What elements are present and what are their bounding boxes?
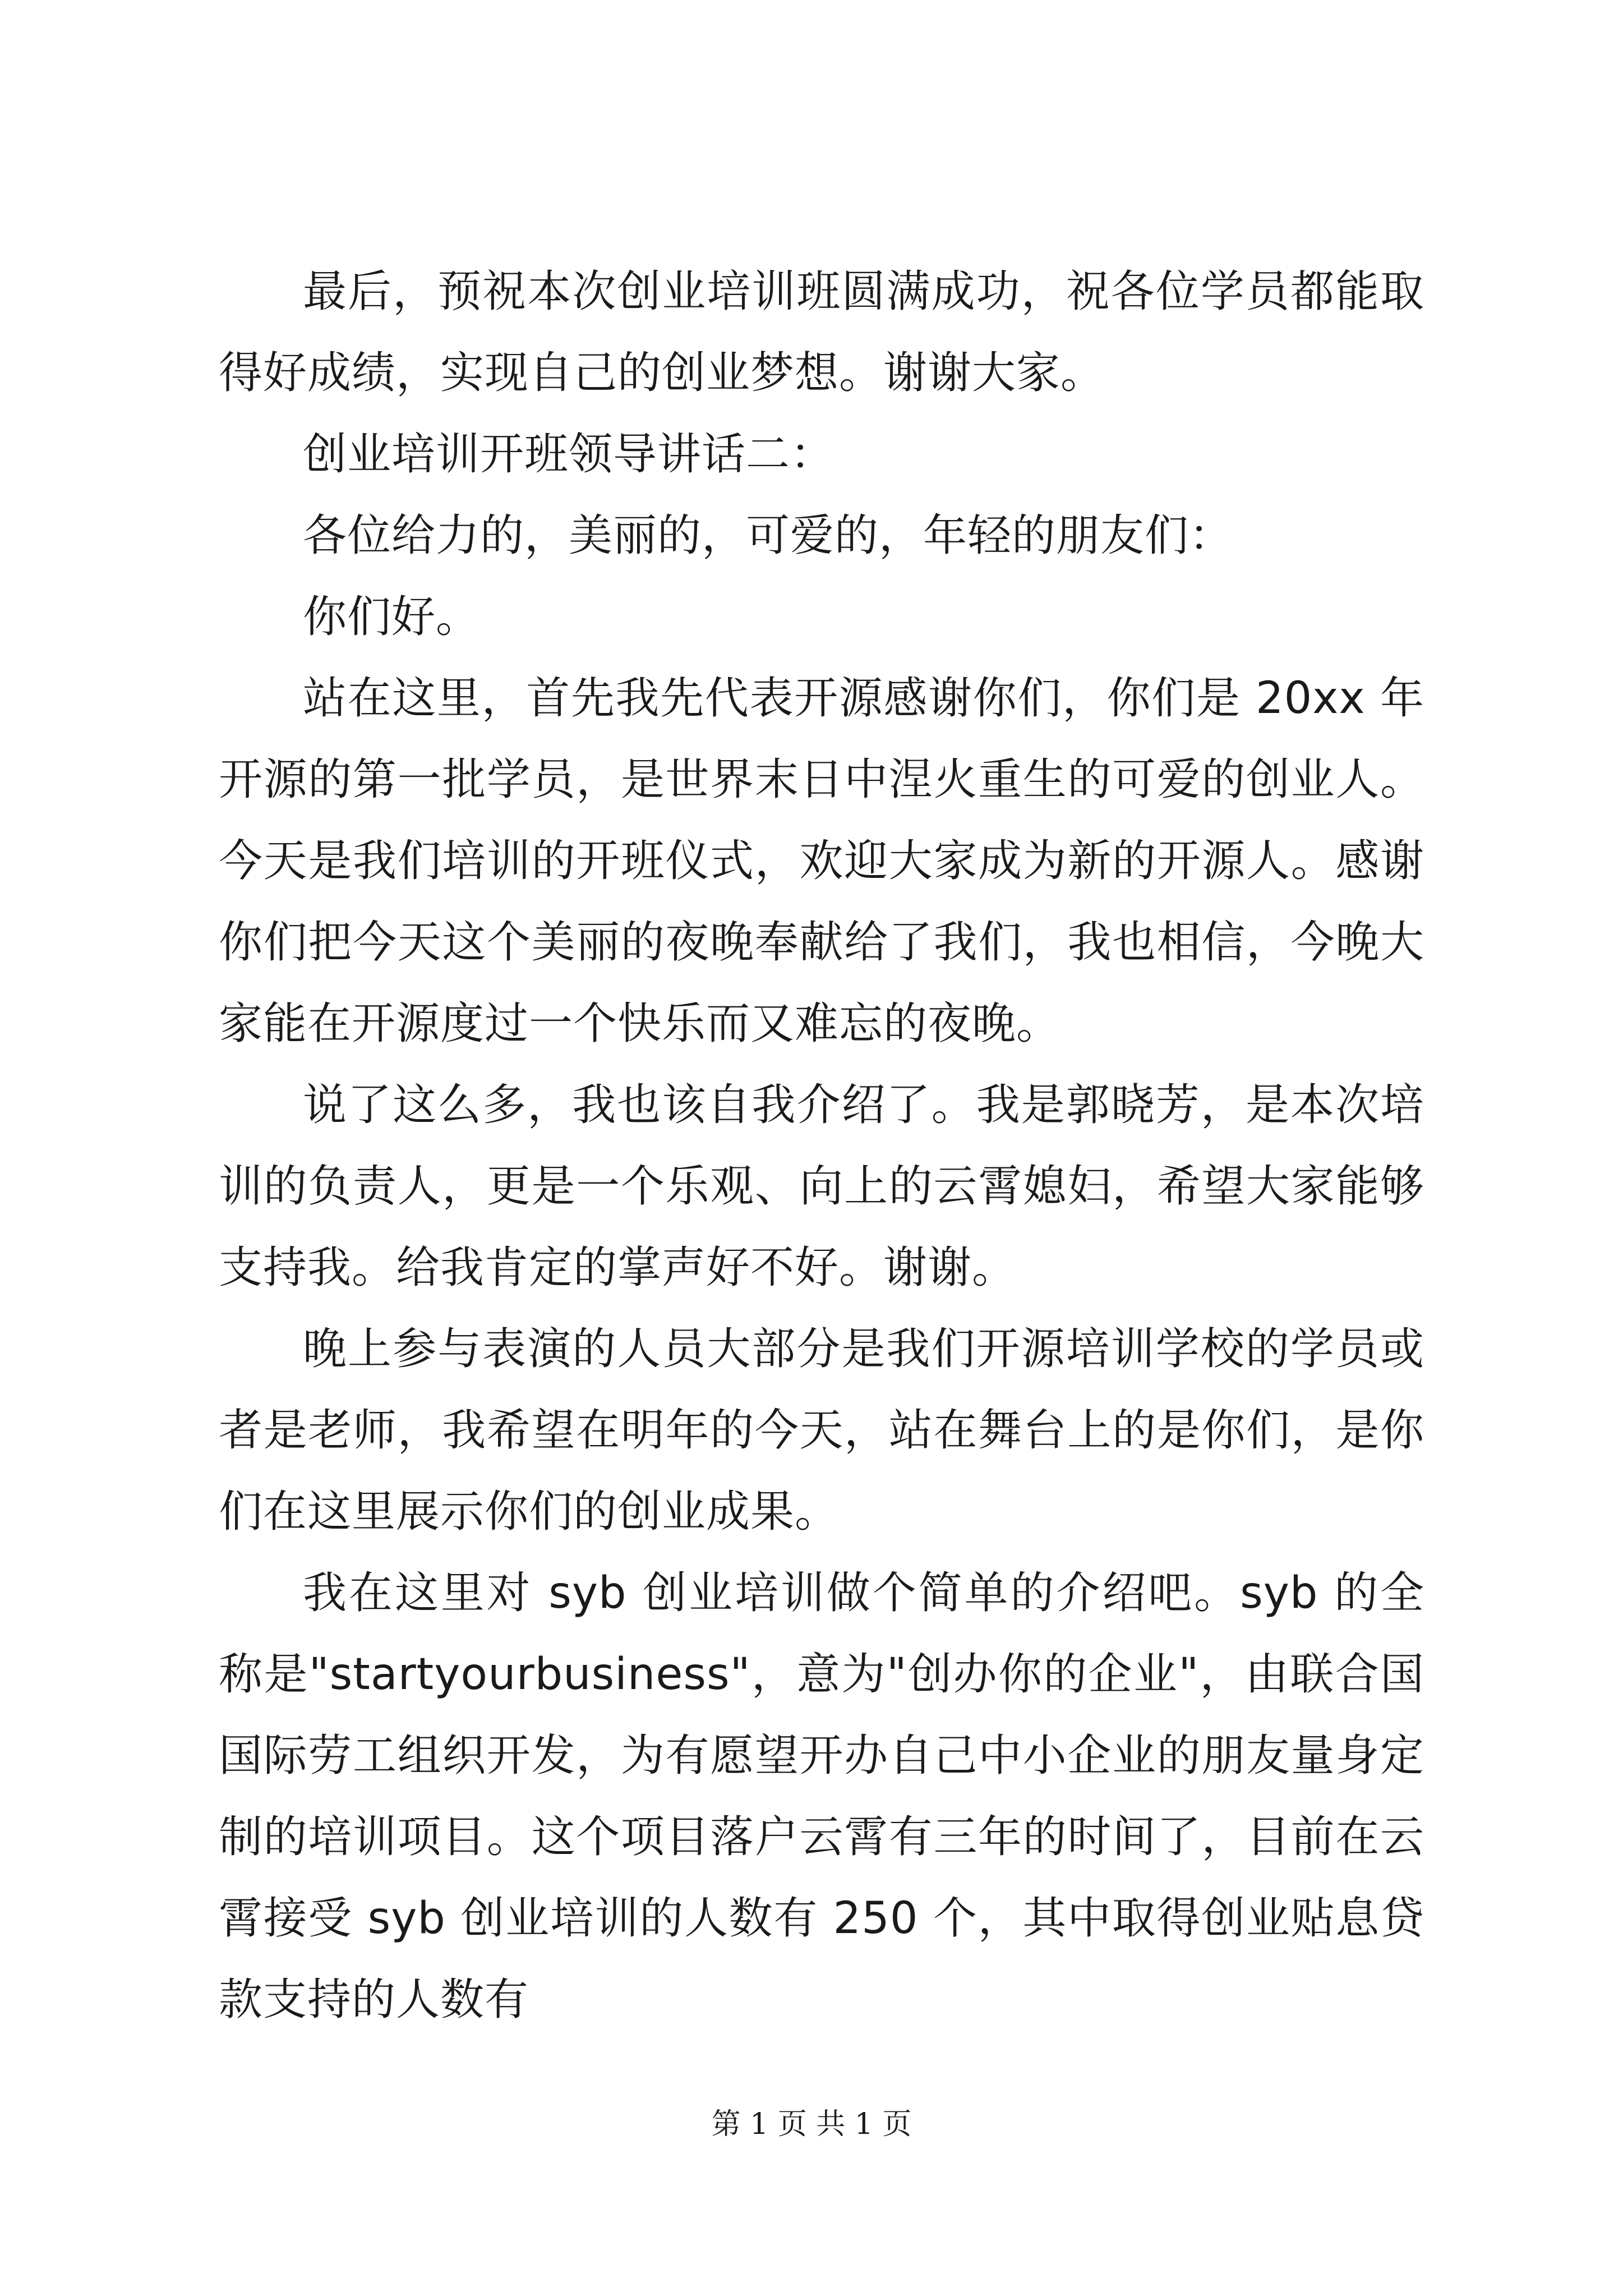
paragraph-salutation: 各位给力的，美丽的，可爱的，年轻的朋友们： <box>303 510 1234 561</box>
page-footer: 第 1 页 共 1 页 <box>711 2108 912 2141</box>
paragraph-section-heading: 创业培训开班领导讲话二： <box>303 429 835 480</box>
paragraph-performers: 晚上参与表演的人员大部分是我们开源培训学校的学员或者是老师，我希望在明年的今天，站在舞台上的是你们，是你们在这里展示你们的创业成果。 <box>219 1324 1424 1537</box>
paragraph-greeting: 你们好。 <box>303 592 481 642</box>
document-body <box>219 251 1424 2041</box>
paragraph-self-intro: 说了这么多，我也该自我介绍了。我是郭晓芳，是本次培训的负责人，更是一个乐观、向上的云霄媳妇，希望大家能够支持我。给我肯定的掌声好不好。谢谢。 <box>219 1080 1424 1293</box>
paragraph-syb-intro: 我在这里对 syb 创业培训做个简单的介绍吧。syb 的全称是"startyourbusiness"，意为"创办你的企业"，由联合国国际劳工组织开发，为有愿望开办自己中小企业的朋友量身定制的培训项目。这个项目落户云霄有三年的时间了，目前在云霄接受 syb 创业培训的人数有 250 个，其中取得创业贴息贷款支持的人数有 <box>219 1568 1424 2025</box>
paragraph-closing: 最后，预祝本次创业培训班圆满成功，祝各位学员都能取得好成绩，实现自己的创业梦想。谢谢大家。 <box>219 266 1424 398</box>
paragraph-thanks: 站在这里，首先我先代表开源感谢你们，你们是 20xx 年开源的第一批学员，是世界末日中涅火重生的可爱的创业人。今天是我们培训的开班仪式，欢迎大家成为新的开源人。感谢你们把今天这个美丽的夜晚奉献给了我们，我也相信，今晚大家能在开源度过一个快乐而又难忘的夜晚。 <box>219 673 1424 1049</box>
